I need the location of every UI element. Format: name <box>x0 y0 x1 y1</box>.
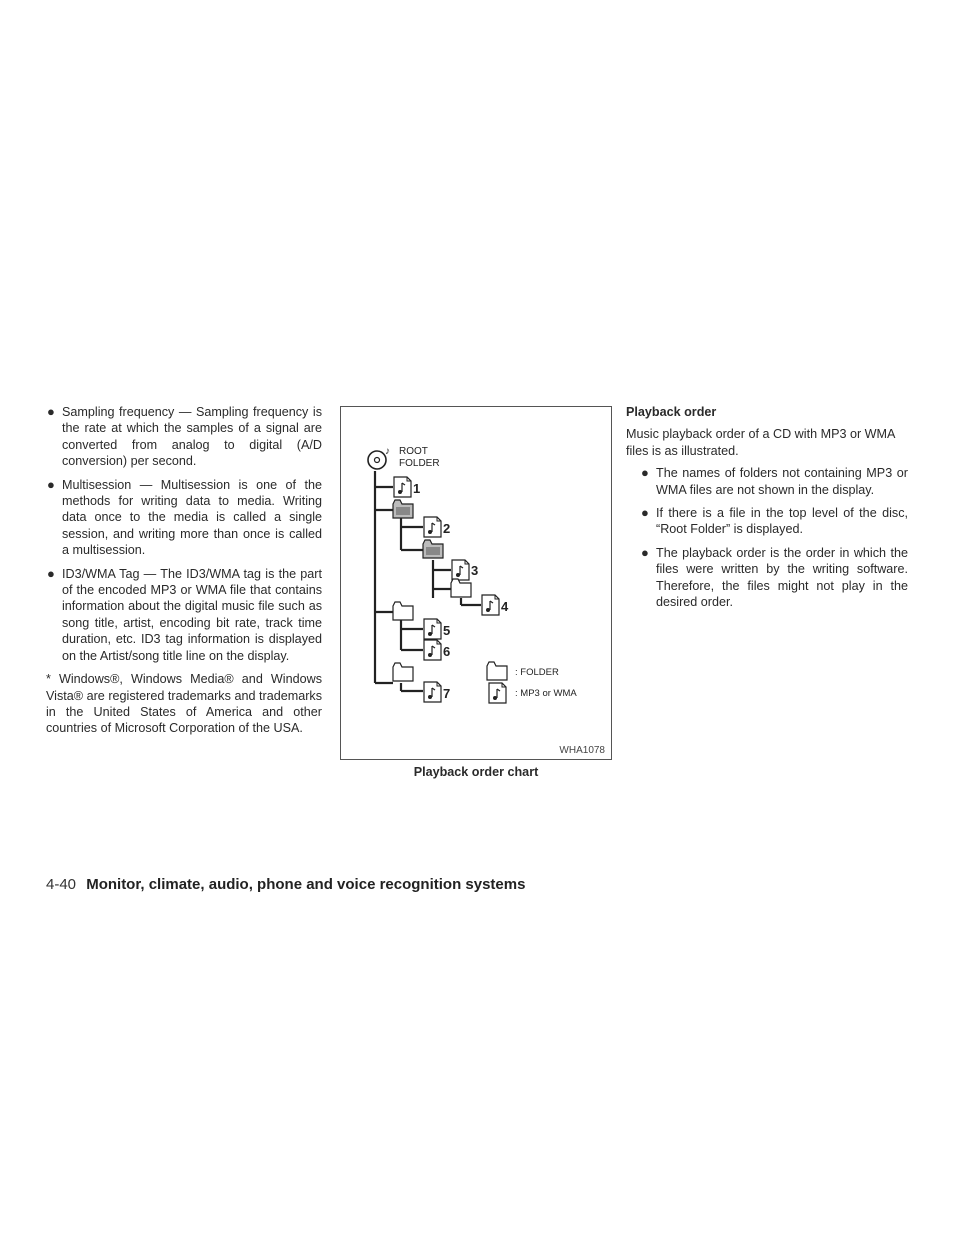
legend-folder-label: : FOLDER <box>515 667 559 678</box>
bullet-text: The names of folders not containing MP3 or WMA files are not shown in the display. <box>656 466 908 497</box>
bullet-text: Multisession — Multisession is one of the methods for writing data to media. Writing data once to the media is called a single session, and writing more than once is called a multisession. <box>62 477 322 558</box>
root-label-line2: FOLDER <box>399 458 440 469</box>
folder-icon <box>451 579 471 597</box>
svg-text:♪: ♪ <box>385 446 390 457</box>
bullet-id3-tag <box>46 566 322 664</box>
music-file-icon <box>424 517 441 537</box>
music-file-icon <box>424 640 441 660</box>
folder-icon <box>393 602 413 620</box>
order-number-4: 4 <box>501 599 509 614</box>
playback-order-figure <box>340 406 612 760</box>
bullet-dot: ● <box>47 476 55 492</box>
legend-folder-icon <box>487 662 507 680</box>
mp3-folder-icon <box>423 540 443 558</box>
order-number-3: 3 <box>471 563 479 578</box>
trademark-footnote: * Windows®, Windows Media® and Windows Vista® are registered trademarks and trademarks in the United States of America and other countries of Microsoft Corporation of the USA. <box>46 672 322 736</box>
order-number-1: 1 <box>413 481 421 496</box>
intro-paragraph: Music playback order of a CD with MP3 or WMA files is as illustrated. <box>626 427 895 458</box>
right-column <box>626 404 908 617</box>
figure-code: WHA1078 <box>559 745 605 756</box>
bullet-playback-order <box>640 545 908 611</box>
bullet-dot: ● <box>641 505 649 521</box>
legend-file-label: : MP3 or WMA <box>515 688 577 699</box>
bullet-dot: ● <box>47 565 55 581</box>
bullet-folder-names <box>640 465 908 498</box>
bullet-dot: ● <box>641 544 649 560</box>
folder-icon <box>393 663 413 681</box>
page-footer <box>46 876 525 893</box>
bullet-text: The playback order is the order in which the files were written by the writing software. Therefore, the files might not play in the desired order. <box>656 545 908 610</box>
music-file-icon <box>424 619 441 639</box>
music-file-icon <box>424 682 441 702</box>
bullet-root-folder <box>640 505 908 538</box>
music-file-icon <box>482 595 499 615</box>
playback-tree-diagram <box>341 407 613 761</box>
bullet-sampling-frequency <box>46 404 322 470</box>
mp3-folder-icon <box>393 500 413 518</box>
figure-caption: Playback order chart <box>413 765 539 779</box>
bullet-text: Sampling frequency — Sampling frequency is the rate at which the samples of a signal are converted from analog to digital (A/D conversion) per second. <box>62 405 322 469</box>
music-file-icon <box>452 560 469 580</box>
bullet-dot: ● <box>47 404 55 419</box>
section-heading: Playback order <box>626 405 717 419</box>
root-label-line1: ROOT <box>399 446 428 457</box>
order-number-2: 2 <box>443 521 451 536</box>
page-number: 4-40 <box>46 876 77 893</box>
order-number-5: 5 <box>443 623 451 638</box>
bullet-text: If there is a file in the top level of the disc, “Root Folder” is displayed. <box>656 506 908 537</box>
order-number-6: 6 <box>443 644 451 659</box>
left-column <box>46 404 322 737</box>
bullet-multisession <box>46 477 322 559</box>
section-title: Monitor, climate, audio, phone and voice recognition systems <box>86 876 526 893</box>
cd-disc-icon <box>368 446 390 469</box>
legend-file-icon <box>489 683 506 703</box>
bullet-dot: ● <box>641 465 649 481</box>
order-number-7: 7 <box>443 686 451 701</box>
bullet-text: ID3/WMA Tag — The ID3/WMA tag is the part of the encoded MP3 or WMA file that contains information about the digital music file such as song title, artist, encoding bit rate, track time duration, etc. ID3 tag information is displayed on the Artist/song title line on the display. <box>62 566 322 663</box>
music-file-icon <box>394 477 411 497</box>
